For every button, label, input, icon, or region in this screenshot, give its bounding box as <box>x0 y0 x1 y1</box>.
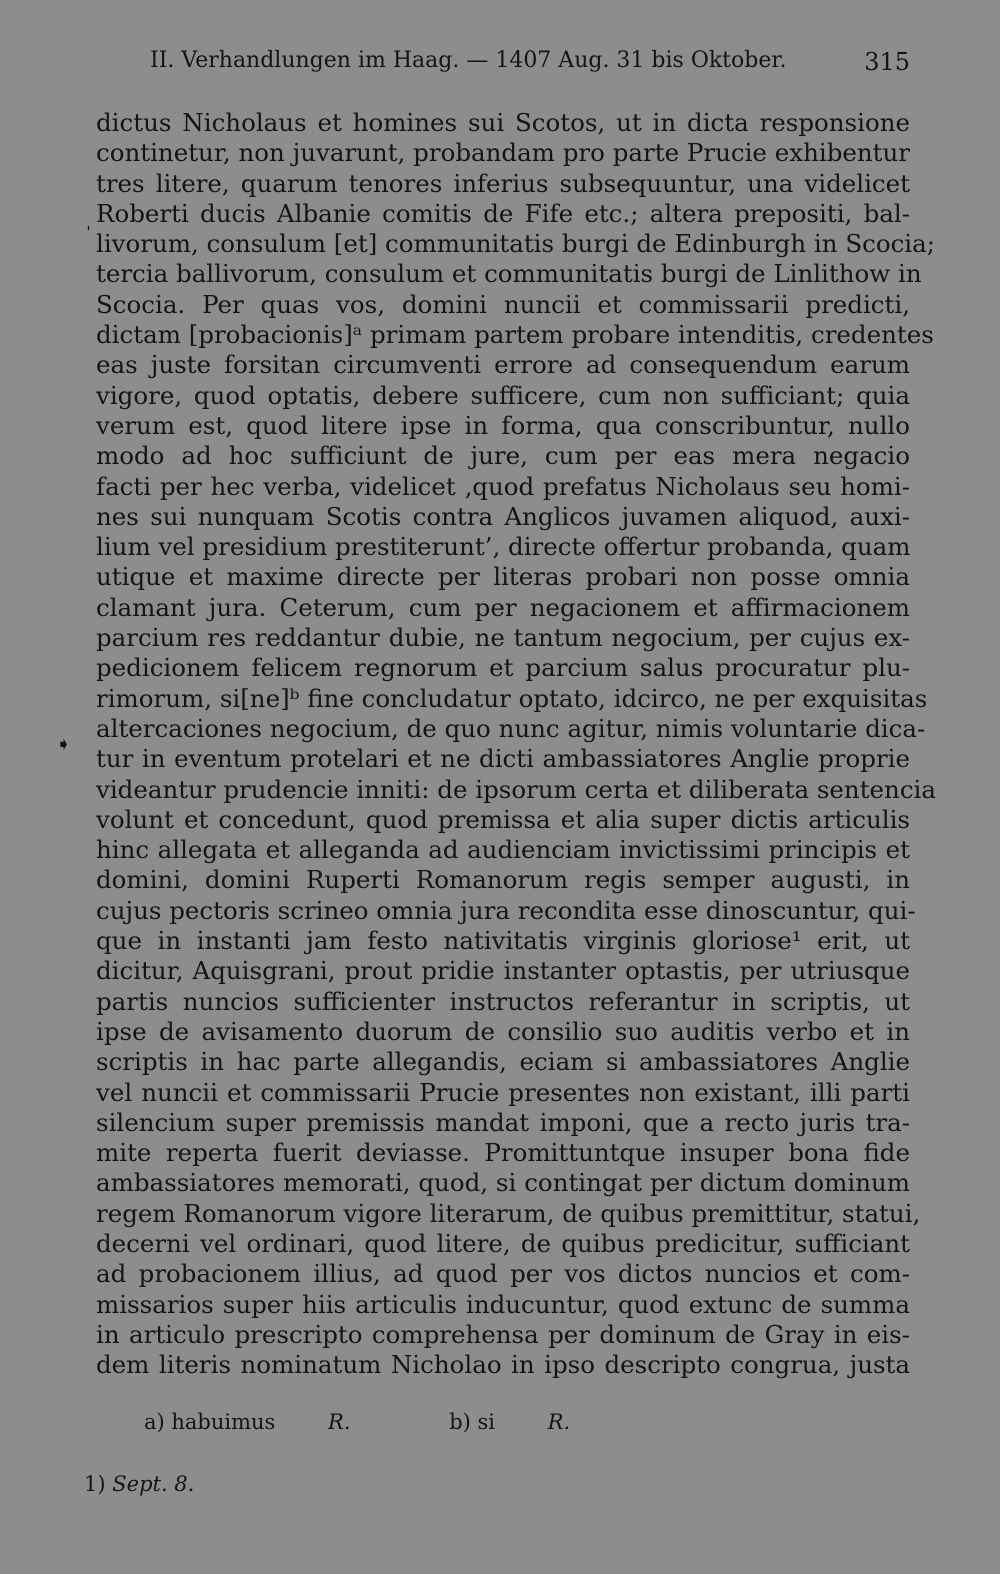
text-line: volunt et concedunt, quod premissa et alia super dictis articulis <box>96 804 910 834</box>
text-line: vigore, quod optatis, debere sufficere, cum non sufficiant; quia <box>96 380 910 410</box>
text-line: verum est, quod litere ipse in forma, qua conscribuntur, nullo <box>96 410 910 440</box>
text-line: parcium res reddantur dubie, ne tantum negocium, per cujus ex- <box>96 623 910 653</box>
text-line: hinc allegata et alleganda ad audienciam invictissimi principis et <box>96 835 910 865</box>
text-line: eas juste forsitan circumventi errore ad consequendum earum <box>96 350 910 380</box>
apparatus-note: a) habuimus R. <box>144 1410 351 1434</box>
text-line: utique et maxime directe per literas probari non posse omnia <box>96 562 910 592</box>
text-line: regem Romanorum vigore literarum, de quibus premittitur, statui, <box>96 1198 921 1228</box>
text-line: scriptis in hac parte allegandis, eciam si ambassiatores Anglie <box>96 1047 910 1077</box>
text-line: cujus pectoris scrineo omnia jura recondita esse dinoscuntur, qui- <box>96 895 916 925</box>
text-line: lium vel presidium prestiterunt’, directe offertur probanda, quam <box>96 532 911 562</box>
footnote-number: 1) <box>84 1472 106 1496</box>
text-line: videantur prudencie inniti: de ipsorum certa et diliberata sentencia <box>96 774 936 804</box>
text-line: que in instanti jam festo nativitatis virginis gloriose¹ erit, ut <box>96 926 910 956</box>
text-line: Scocia. Per quas vos, domini nuncii et commissarii predicti, <box>96 289 910 319</box>
text-line: livorum, consulum [et] communitatis burgi de Edinburgh in Scocia; <box>96 229 936 259</box>
running-head: II. Verhandlungen im Haag. — 1407 Aug. 31 bis Oktober. <box>150 48 787 73</box>
body-text <box>96 108 936 1380</box>
text-line: missarios super hiis articulis inducuntur, quod extunc de summa <box>96 1289 910 1319</box>
text-line: dem literis nominatum Nicholao in ipso descripto congrua, justa <box>96 1350 910 1380</box>
text-line: altercaciones negocium, de quo nunc agitur, nimis voluntarie dica- <box>96 713 926 743</box>
text-line: domini, domini Ruperti Romanorum regis semper augusti, in <box>96 865 910 895</box>
text-line: dictam [probacionis]ᵃ primam partem probare intenditis, credentes <box>96 320 934 350</box>
text-line: pedicionem felicem regnorum et parcium salus procuratur plu- <box>96 653 910 683</box>
text-line: vel nuncii et commissarii Prucie presentes non existant, illi parti <box>96 1077 910 1107</box>
text-line: ad probacionem illius, ad quod per vos dictos nuncios et com- <box>96 1259 910 1289</box>
page-header <box>150 48 910 80</box>
text-line: facti per hec verba, videlicet ‚quod prefatus Nicholaus seu homi- <box>96 471 910 501</box>
apparatus-notes <box>144 1410 662 1434</box>
text-line: in articulo prescripto comprehensa per dominum de Gray in eis- <box>96 1319 910 1349</box>
text-line: modo ad hoc sufficiunt de jure, cum per eas mera negacio <box>96 441 910 471</box>
text-line: ambassiatores memorati, quod, si contingat per dictum dominum <box>96 1168 910 1198</box>
text-line: rimorum, si[ne]ᵇ fine concludatur optato, idcirco, ne per exquisitas <box>96 683 928 713</box>
footnote <box>84 1472 194 1496</box>
text-line: silencium super premissis mandat imponi, que a recto juris tra- <box>96 1107 910 1137</box>
apparatus-note: b) si R. <box>449 1410 571 1434</box>
margin-arrow-icon: ➧ <box>56 734 72 755</box>
margin-mark: ˌ <box>86 212 91 233</box>
text-line: clamant jura. Ceterum, cum per negacionem et affirmacionem <box>96 592 910 622</box>
text-line: decerni vel ordinari, quod litere, de quibus predicitur, sufficiant <box>96 1228 910 1258</box>
text-line: dictus Nicholaus et homines sui Scotos, ut in dicta responsione <box>96 108 910 137</box>
text-line: nes sui nunquam Scotis contra Anglicos juvamen aliquod, auxi- <box>96 501 910 531</box>
page-number: 315 <box>864 48 910 76</box>
text-line: dicitur, Aquisgrani, prout pridie instanter optastis, per utriusque <box>96 956 910 986</box>
text-line: ipse de avisamento duorum de consilio suo auditis verbo et in <box>96 1016 910 1046</box>
text-line: continetur, non juvarunt, probandam pro parte Prucie exhibentur <box>96 138 910 168</box>
text-line: tercia ballivorum, consulum et communitatis burgi de Linlithow in <box>96 259 922 289</box>
text-line: tur in eventum protelari et ne dicti ambassiatores Anglie proprie <box>96 744 910 774</box>
footnote-text: Sept. 8. <box>112 1472 195 1496</box>
text-line: tres litere, quarum tenores inferius subsequuntur, una videlicet <box>96 168 910 198</box>
text-line: partis nuncios sufficienter instructos referantur in scriptis, ut <box>96 986 910 1016</box>
text-line: mite reperta fuerit deviasse. Promittuntque insuper bona fide <box>96 1138 910 1168</box>
text-line: Roberti ducis Albanie comitis de Fife etc.; altera prepositi, bal- <box>96 198 910 228</box>
